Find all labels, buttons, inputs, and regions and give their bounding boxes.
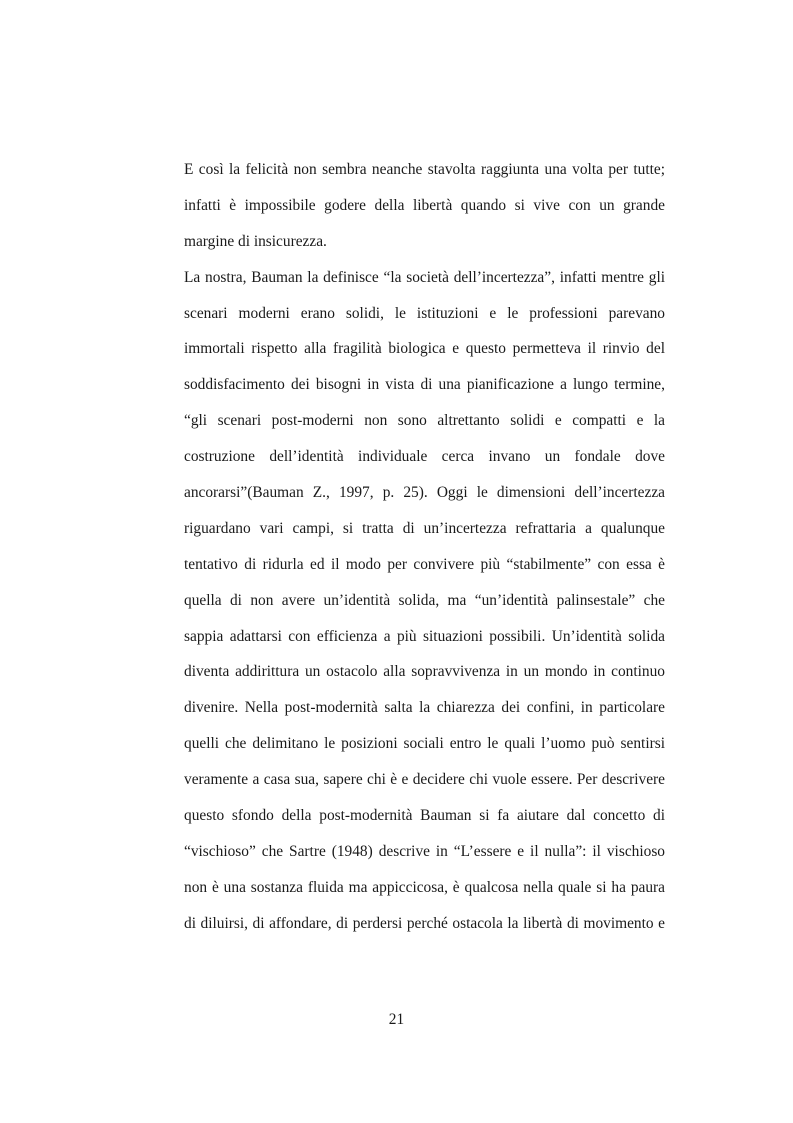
text-line: costruzione dell’identità individuale cerca invano un fondale dove — [184, 448, 665, 466]
text-line: questo sfondo della post-modernità Bauman si fa aiutare dal concetto di — [184, 807, 665, 825]
text-line: “vischioso” che Sartre (1948) descrive in “L’essere e il nulla”: il vischioso — [184, 842, 665, 860]
text-line: di diluirsi, di affondare, di perdersi perché ostacola la libertà di movimento e — [184, 914, 665, 932]
text-line: La nostra, Bauman la definisce “la società dell’incertezza”, infatti mentre gli — [184, 268, 665, 286]
text-line: “gli scenari post-moderni non sono altrettanto solidi e compatti e la — [184, 412, 665, 430]
text-line: tentativo di ridurla ed il modo per convivere più “stabilmente” con essa è — [184, 555, 665, 573]
text-line: ancorarsi”(Bauman Z., 1997, p. 25). Oggi le dimensioni dell’incertezza — [184, 484, 665, 502]
text-line: scenari moderni erano solidi, le istituzioni e le professioni parevano — [184, 304, 665, 322]
text-line: sappia adattarsi con efficienza a più situazioni possibili. Un’identità solida — [184, 627, 665, 645]
text-line: E così la felicità non sembra neanche stavolta raggiunta una volta per tutte; — [184, 161, 665, 178]
text-line: divenire. Nella post-modernità salta la chiarezza dei confini, in particolare — [184, 699, 665, 717]
text-line: riguardano vari campi, si tratta di un’incertezza refrattaria a qualunque — [184, 519, 665, 537]
text-line: margine di insicurezza. — [184, 232, 327, 250]
text-line: diventa addirittura un ostacolo alla sopravvivenza in un mondo in continuo — [184, 663, 665, 681]
text-line: soddisfacimento dei bisogni in vista di una pianificazione a lungo termine, — [184, 376, 665, 394]
text-line: quelli che delimitano le posizioni sociali entro le quali l’uomo può sentirsi — [184, 735, 665, 753]
text-line: veramente a casa sua, sapere chi è e decidere chi vuole essere. Per descrivere — [184, 771, 665, 789]
text-line: non è una sostanza fluida ma appiccicosa, è qualcosa nella quale si ha paura — [184, 878, 665, 896]
page-number: 21 — [388, 1011, 405, 1028]
text-line: infatti è impossibile godere della libertà quando si vive con un grande — [184, 196, 665, 214]
body-text — [184, 152, 665, 942]
text-line: immortali rispetto alla fragilità biologica e questo permetteva il rinvio del — [184, 340, 665, 358]
text-line: quella di non avere un’identità solida, ma “un’identità palinsestale” che — [184, 591, 665, 609]
